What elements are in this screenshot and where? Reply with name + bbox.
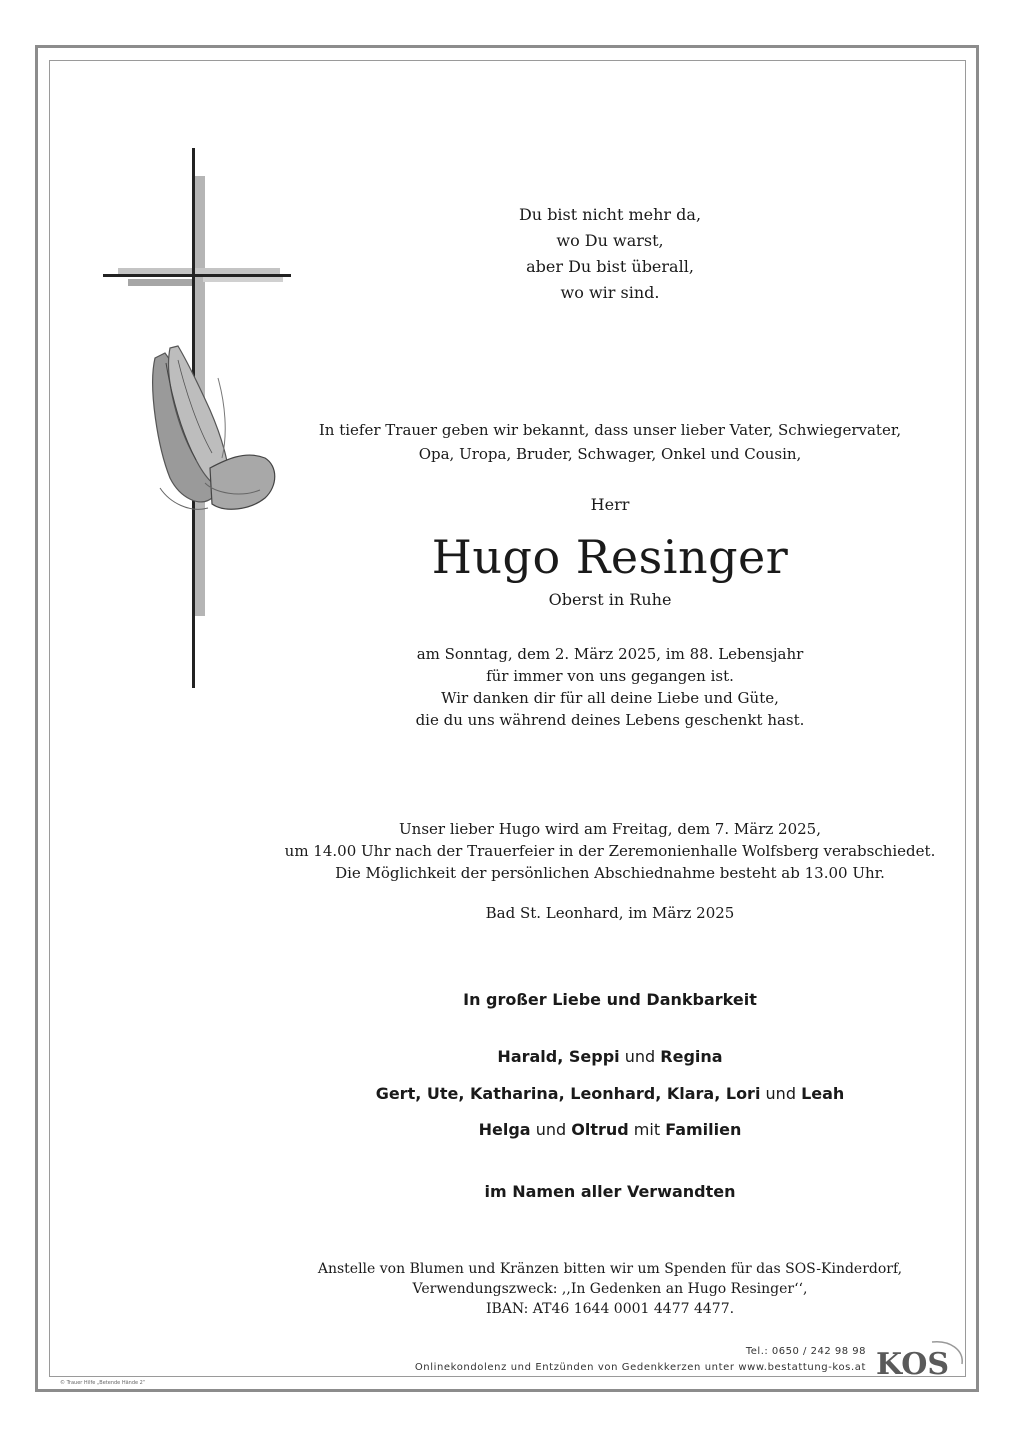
conjunction: und: [765, 1084, 796, 1103]
ceremony-line: Unser lieber Hugo wird am Freitag, dem 7. März 2025,: [399, 820, 821, 838]
logo-text: KOS: [876, 1347, 950, 1380]
family-names: Gert, Ute, Katharina, Leonhard, Klara, Lori: [375, 1084, 761, 1103]
poem-line: wo wir sind.: [560, 283, 660, 302]
kos-logo: [872, 1338, 968, 1380]
donation-request: [200, 1259, 1020, 1319]
donation-line: IBAN: AT46 1644 0001 4477 4477.: [485, 1301, 735, 1317]
family-names: Regina: [660, 1047, 723, 1066]
poem-line: aber Du bist überall,: [526, 257, 694, 276]
ceremony-line: um 14.00 Uhr nach der Trauerfeier in der Zeremonienhalle Wolfsberg verabschiedet.: [284, 842, 936, 860]
rank: Oberst in Ruhe: [548, 590, 672, 609]
poem: [200, 202, 1020, 306]
footer-phone: Tel.: 0650 / 242 98 98: [745, 1346, 866, 1357]
family-line: [200, 1047, 1020, 1066]
intro-line: In tiefer Trauer geben wir bekannt, dass unser lieber Vater, Schwiegervater,: [318, 421, 902, 439]
conjunction: mit: [633, 1120, 661, 1139]
place-date: Bad St. Leonhard, im März 2025: [485, 904, 735, 922]
family-line: [200, 1084, 1020, 1103]
conjunction: und: [624, 1047, 656, 1066]
image-credit: © Trauer Hilfe „Betende Hände 2“: [60, 1380, 146, 1386]
poem-line: wo Du warst,: [556, 231, 664, 250]
family-names: Harald, Seppi: [497, 1047, 620, 1066]
family-line: [200, 1120, 1020, 1139]
family-names: Oltrud: [571, 1120, 629, 1139]
donation-line: Verwendungszweck: ,,In Gedenken an Hugo Resinger‘‘,: [412, 1281, 808, 1297]
death-notice-line: für immer von uns gegangen ist.: [486, 667, 734, 685]
family-names: Leah: [801, 1084, 845, 1103]
donation-line: Anstelle von Blumen und Kränzen bitten wir um Spenden für das SOS-Kinderdorf,: [317, 1261, 903, 1277]
intro-line: Opa, Uropa, Bruder, Schwager, Onkel und Cousin,: [418, 445, 802, 463]
ceremony-info: [170, 818, 1028, 884]
closing-line: In großer Liebe und Dankbarkeit: [463, 990, 757, 1009]
intro-text: [200, 418, 1020, 466]
ceremony-line: Die Möglichkeit der persönlichen Abschiednahme besteht ab 13.00 Uhr.: [335, 864, 885, 882]
salutation: Herr: [590, 495, 630, 514]
family-names: Familien: [665, 1120, 742, 1139]
death-notice-line: die du uns während deines Lebens geschenkt hast.: [415, 711, 805, 729]
conjunction: und: [535, 1120, 567, 1139]
relatives-line: im Namen aller Verwandten: [484, 1182, 736, 1201]
deceased-name: Hugo Resinger: [431, 530, 789, 584]
footer-online-condolence: Onlinekondolenz und Entzünden von Gedenkkerzen unter www.bestattung-kos.at: [414, 1362, 866, 1373]
death-notice-line: am Sonntag, dem 2. März 2025, im 88. Lebensjahr: [416, 645, 804, 663]
poem-line: Du bist nicht mehr da,: [518, 205, 702, 224]
death-notice-line: Wir danken dir für all deine Liebe und Güte,: [441, 689, 779, 707]
death-notice: [200, 643, 1020, 731]
family-names: Helga: [478, 1120, 531, 1139]
